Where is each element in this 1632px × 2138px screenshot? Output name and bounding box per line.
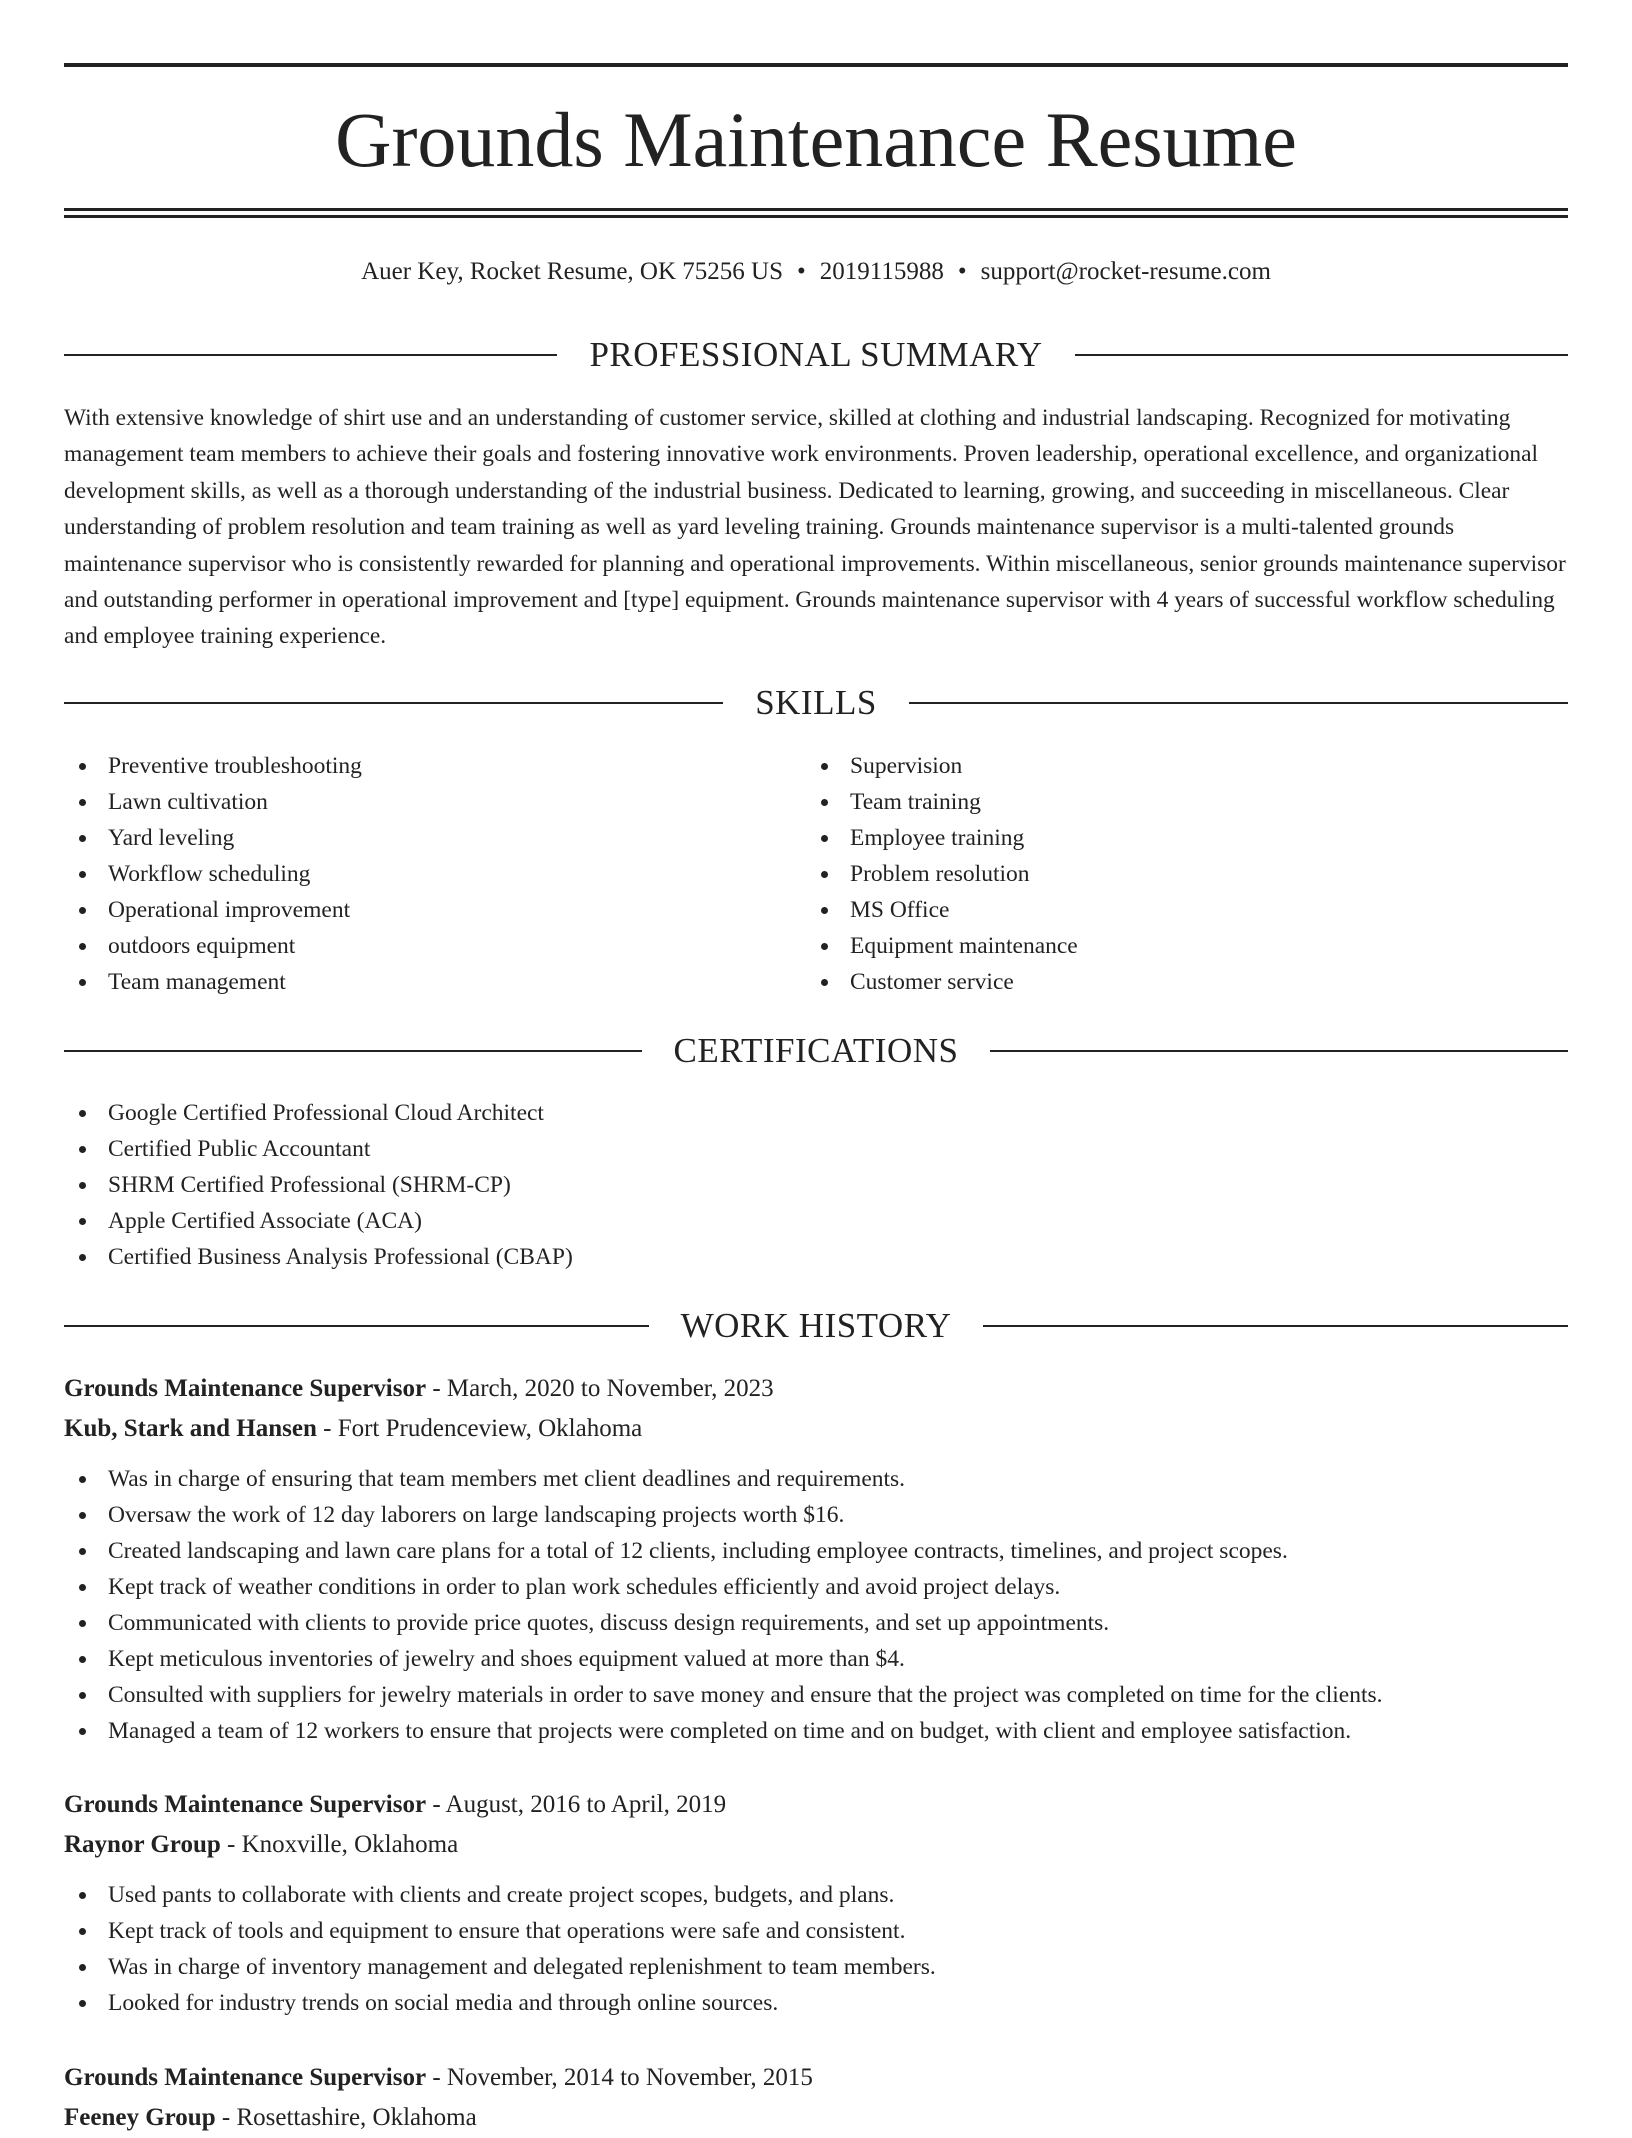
- skill-item: outdoors equipment: [64, 928, 806, 964]
- certifications-block: [64, 1095, 1568, 1275]
- job-title: Grounds Maintenance Supervisor: [64, 1791, 427, 1818]
- summary-paragraph: With extensive knowledge of shirt use and an understanding of customer service, skilled at clothing and industrial landscaping. Recognized for motivating management team members to achieve their goals and fostering innovative work environments. Proven leadership, operational excellence, and organizational development skills, as well as a thorough understanding of the industrial business. Dedicated to learning, growing, and succeeding in miscellaneous. Clear understanding of problem resolution and team training as well as yard leveling training. Grounds maintenance supervisor is a multi-talented grounds maintenance supervisor who is consistently rewarded for planning and operational improvements. Within miscellaneous, senior grounds maintenance supervisor and outstanding performer in operational improvement and [type] equipment. Grounds maintenance supervisor with 4 years of successful workflow scheduling and employee training experience.: [64, 405, 1566, 650]
- section-header-work-history: [64, 1306, 1568, 1346]
- job-bullet: Looked for industry trends on social media and through online sources.: [64, 1985, 1568, 2021]
- job-bullet: Consulted with suppliers for jewelry materials in order to save money and ensure that the project was completed on time for the clients.: [64, 1677, 1568, 1713]
- job-title-line: [64, 2058, 1568, 2098]
- skill-item: Problem resolution: [806, 856, 1548, 892]
- job-bullet: Communicated with clients to provide price quotes, discuss design requirements, and set up appointments.: [64, 1605, 1568, 1641]
- section-rule: [64, 1050, 642, 1052]
- section-rule: [64, 702, 723, 704]
- title-double-rule: [64, 208, 1568, 218]
- certification-item: Apple Certified Associate (ACA): [64, 1203, 1568, 1239]
- job-location: - Knoxville, Oklahoma: [220, 1831, 459, 1858]
- skill-item: Team training: [806, 784, 1548, 820]
- section-rule: [909, 702, 1568, 704]
- contact-phone: 2019115988: [819, 258, 944, 285]
- job-company: Kub, Stark and Hansen: [64, 1415, 317, 1442]
- skill-item: MS Office: [806, 892, 1548, 928]
- section-rule: [64, 354, 557, 356]
- job-title: Grounds Maintenance Supervisor: [64, 1375, 427, 1402]
- resume-title: Grounds Maintenance Resume: [335, 96, 1297, 183]
- job-bullet: Managed a team of 12 workers to ensure that projects were completed on time and on budget, with client and employee satisfaction.: [64, 1713, 1568, 1749]
- section-header-certifications: [64, 1031, 1568, 1071]
- skills-list-left: [64, 748, 806, 1000]
- skills-columns: [64, 748, 1568, 1000]
- contact-email: support@rocket-resume.com: [980, 258, 1271, 285]
- skill-item: Supervision: [806, 748, 1548, 784]
- job-location: - Rosettashire, Oklahoma: [215, 2104, 477, 2131]
- job-title: Grounds Maintenance Supervisor: [64, 2064, 427, 2091]
- skill-item: Workflow scheduling: [64, 856, 806, 892]
- job-company: Feeney Group: [64, 2104, 216, 2131]
- job-bullet: Created landscaping and lawn care plans for a total of 12 clients, including employee contracts, timelines, and project scopes.: [64, 1533, 1568, 1569]
- contact-separator: •: [957, 258, 967, 285]
- section-rule: [990, 1050, 1568, 1052]
- certification-item: SHRM Certified Professional (SHRM-CP): [64, 1167, 1568, 1203]
- job-entry: [64, 1785, 1568, 2021]
- section-title-certifications: CERTIFICATIONS: [673, 1031, 959, 1070]
- job-bullet: Kept track of weather conditions in order to plan work schedules efficiently and avoid project delays.: [64, 1569, 1568, 1605]
- certification-item: Certified Business Analysis Professional (CBAP): [64, 1239, 1568, 1275]
- top-rule: [64, 63, 1568, 67]
- skill-item: Operational improvement: [64, 892, 806, 928]
- certification-item: Google Certified Professional Cloud Architect: [64, 1095, 1568, 1131]
- skill-item: Yard leveling: [64, 820, 806, 856]
- job-dates: - August, 2016 to April, 2019: [426, 1791, 727, 1818]
- section-rule: [1075, 354, 1568, 356]
- certifications-list: [64, 1095, 1568, 1275]
- job-entry: [64, 2058, 1568, 2138]
- section-title-work-history: WORK HISTORY: [680, 1306, 952, 1345]
- job-entry: [64, 1369, 1568, 1749]
- job-title-line: [64, 1785, 1568, 1825]
- job-dates: - November, 2014 to November, 2015: [426, 2064, 813, 2091]
- job-bullet: Oversaw the work of 12 day laborers on large landscaping projects worth $16.: [64, 1497, 1568, 1533]
- contact-address: Auer Key, Rocket Resume, OK 75256 US: [361, 258, 784, 285]
- job-bullets: [64, 1461, 1568, 1749]
- job-dates: - March, 2020 to November, 2023: [426, 1375, 774, 1402]
- skill-item: Equipment maintenance: [806, 928, 1548, 964]
- job-title-line: [64, 1369, 1568, 1409]
- section-title-summary: PROFESSIONAL SUMMARY: [589, 335, 1043, 374]
- skill-item: Preventive troubleshooting: [64, 748, 806, 784]
- job-company-line: [64, 1409, 1568, 1449]
- section-rule: [64, 1325, 649, 1327]
- job-bullets: [64, 1877, 1568, 2021]
- skills-list-right: [806, 748, 1548, 1000]
- job-company-line: [64, 2098, 1568, 2138]
- skill-item: Team management: [64, 964, 806, 1000]
- job-company-line: [64, 1825, 1568, 1865]
- job-location: - Fort Prudenceview, Oklahoma: [316, 1415, 643, 1442]
- job-bullet: Used pants to collaborate with clients and create project scopes, budgets, and plans.: [64, 1877, 1568, 1913]
- section-header-skills: [64, 683, 1568, 723]
- job-company: Raynor Group: [64, 1831, 221, 1858]
- skill-item: Customer service: [806, 964, 1548, 1000]
- contact-line: [64, 254, 1568, 290]
- skill-item: Lawn cultivation: [64, 784, 806, 820]
- job-bullet: Kept track of tools and equipment to ensure that operations were safe and consistent.: [64, 1913, 1568, 1949]
- skill-item: Employee training: [806, 820, 1548, 856]
- certification-item: Certified Public Accountant: [64, 1131, 1568, 1167]
- section-title-skills: SKILLS: [755, 683, 877, 722]
- section-header-summary: [64, 335, 1568, 375]
- contact-separator: •: [797, 258, 806, 285]
- job-bullet: Was in charge of ensuring that team members met client deadlines and requirements.: [64, 1461, 1568, 1497]
- job-bullet: Was in charge of inventory management and delegated replenishment to team members.: [64, 1949, 1568, 1985]
- job-bullet: Kept meticulous inventories of jewelry and shoes equipment valued at more than $4.: [64, 1641, 1568, 1677]
- section-rule: [983, 1325, 1568, 1327]
